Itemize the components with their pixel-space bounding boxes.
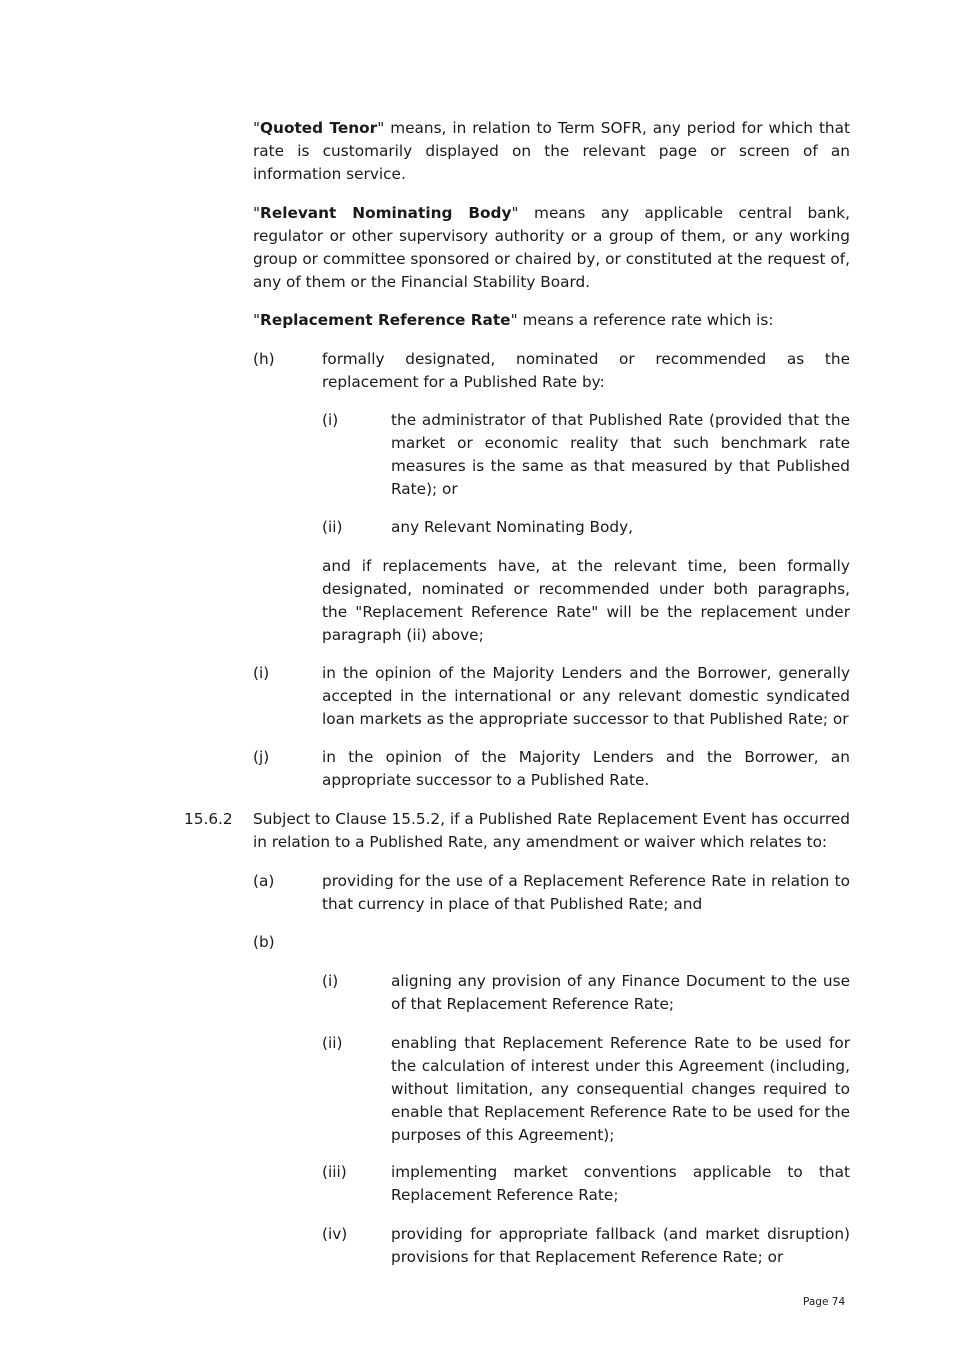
definition-text: " means any applicable central bank, regulator or other supervisory authority or a group of them, or any working group or committee sponsored or chaired by, or constituted at the request of, any of them or the Financial Stability Board. [253,204,850,291]
clause-item-label-a: (a) [253,872,275,890]
definition-text: " means a reference rate which is: [510,311,774,329]
clause-subitem-text-b-ii: enabling that Replacement Reference Rate to be used for the calculation of interest under this Agreement (including, without limitation, any consequential changes required to enable that Replacement Reference Rate to be used for the purposes of this Agreement); [391,1034,850,1144]
subitem-label-h-i: (i) [322,411,339,429]
item-h-continuation: and if replacements have, at the relevant time, been formally designated, nominated or recommended under both paragraphs, the "Replacement Reference Rate" will be the replacement under paragraph (ii) above; [322,557,850,644]
defined-term: Relevant Nominating Body [260,204,512,222]
clause-text: Subject to Clause 15.5.2, if a Published Rate Replacement Event has occurred in relation to a Published Rate, any amendment or waiver which relates to: [253,810,850,851]
clause-subitem-label-b-iv: (iv) [322,1225,348,1243]
clause-subitem-label-b-iii: (iii) [322,1163,347,1181]
defined-term: Replacement Reference Rate [260,311,511,329]
clause-subitem-label-b-ii: (ii) [322,1034,343,1052]
definition-quoted-tenor: "Quoted Tenor" means, in relation to Term SOFR, any period for which that rate is customarily displayed on the relevant page or screen of an information service. [253,119,851,183]
item-label-i: (i) [253,664,270,682]
clause-item-text-a: providing for the use of a Replacement Reference Rate in relation to that currency in place of that Published Rate; and [322,872,850,913]
clause-subitem-text-b-i: aligning any provision of any Finance Document to the use of that Replacement Reference Rate; [391,972,850,1013]
item-text-j: in the opinion of the Majority Lenders and the Borrower, an appropriate successor to a Published Rate. [322,748,850,789]
subitem-text-h-ii: any Relevant Nominating Body, [391,518,633,536]
item-label-h: (h) [253,350,275,368]
clause-subitem-label-b-i: (i) [322,972,339,990]
subitem-label-h-ii: (ii) [322,518,343,536]
clause-subitem-text-b-iii: implementing market conventions applicable to that Replacement Reference Rate; [391,1163,850,1204]
item-text-i: in the opinion of the Majority Lenders and the Borrower, generally accepted in the international or any relevant domestic syndicated loan markets as the appropriate successor to that Published Rate; or [322,664,850,728]
clause-item-label-b: (b) [253,933,275,951]
item-text-h: formally designated, nominated or recommended as the replacement for a Published Rate by: [322,350,850,391]
subitem-text-h-i: the administrator of that Published Rate (provided that the market or economic reality that such benchmark rate measures is the same as that measured by that Published Rate); or [391,411,850,498]
definition-replacement-reference-rate: "Replacement Reference Rate" means a reference rate which is: [253,311,774,329]
definition-relevant-nominating-body: "Relevant Nominating Body" means any applicable central bank, regulator or other supervisory authority or a group of them, or any working group or committee sponsored or chaired by, or constituted at the request of, any of them or the Financial Stability Board. [253,204,850,291]
clause-number: 15.6.2 [184,810,233,828]
definition-text: " means, in relation to Term SOFR, any period for which that rate is customarily displayed on the relevant page or screen of an information service. [253,119,851,183]
item-label-j: (j) [253,748,270,766]
clause-subitem-text-b-iv: providing for appropriate fallback (and market disruption) provisions for that Replacement Reference Rate; or [391,1225,850,1266]
defined-term: Quoted Tenor [260,119,378,137]
page-number: Page 74 [803,1296,846,1308]
